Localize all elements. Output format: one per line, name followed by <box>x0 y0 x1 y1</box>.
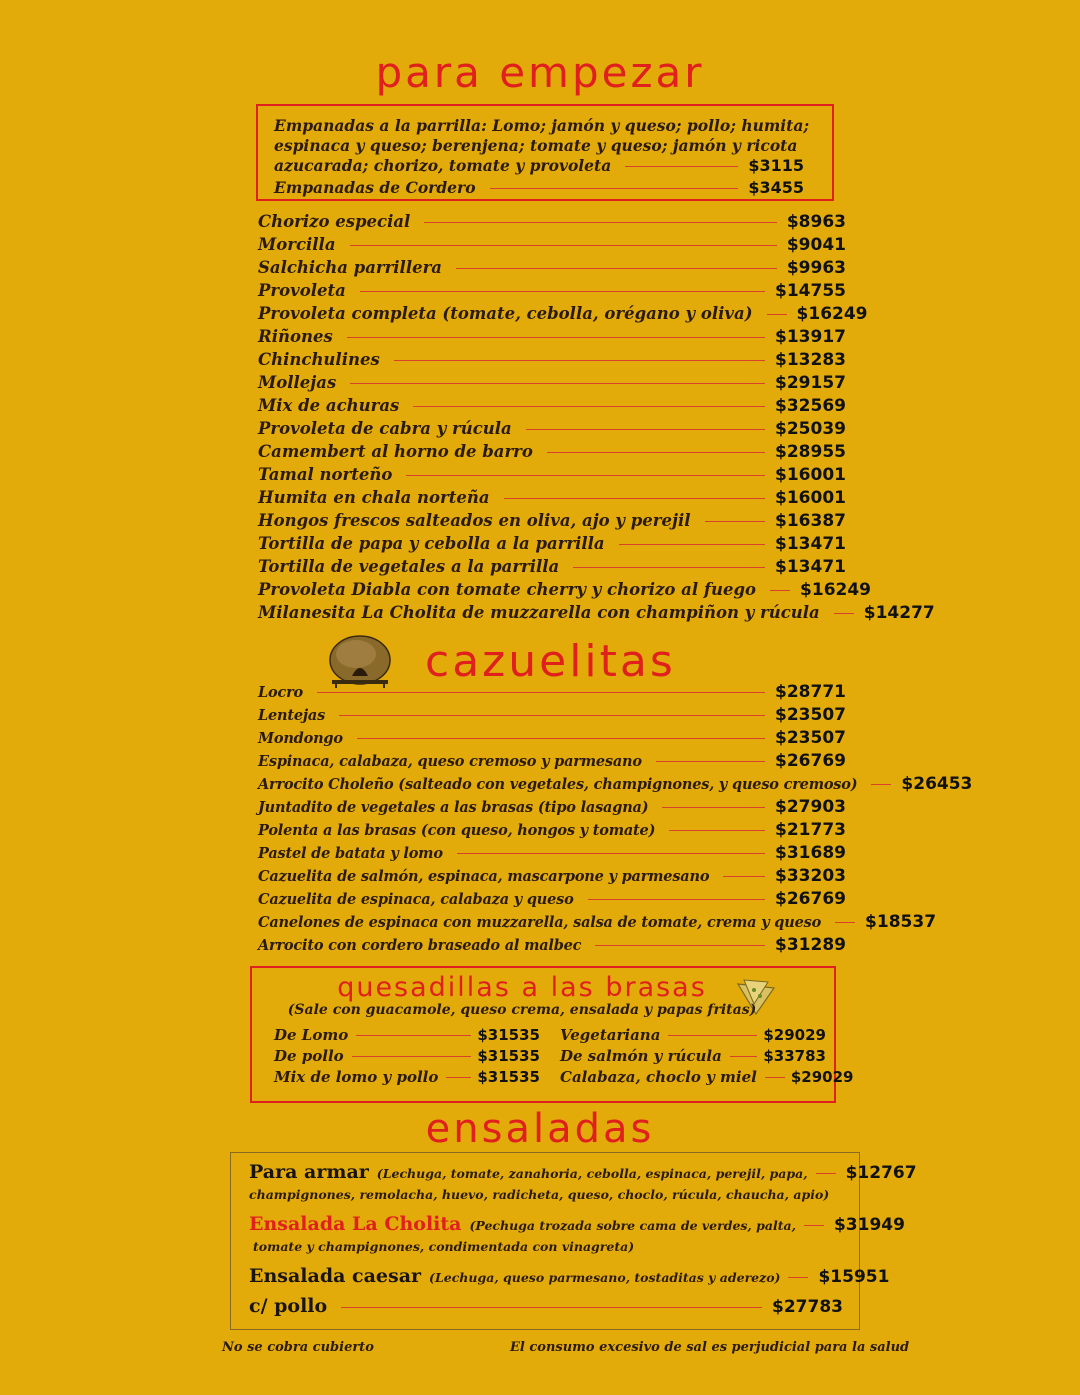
leader-line <box>669 830 765 831</box>
menu-item-row <box>258 843 846 863</box>
empanadas-line-1: Empanadas a la parrilla: Lomo; jamón y queso; pollo; humita; <box>274 116 810 135</box>
item-name: Morcilla <box>258 235 336 254</box>
item-name: Tamal norteño <box>258 465 393 484</box>
item-price: $25039 <box>775 419 846 439</box>
item-price: $23507 <box>775 728 846 748</box>
leader-line <box>770 590 790 591</box>
item-name: Humita en chala norteña <box>258 488 490 507</box>
menu-item-row <box>258 935 846 955</box>
leader-line <box>705 521 766 522</box>
quesadilla-row <box>274 1047 540 1065</box>
item-price: $29157 <box>775 373 846 393</box>
ensalada-desc-line-2: tomate y champignones, condimentada con vinagreta) <box>253 1239 635 1254</box>
item-name: De pollo <box>274 1047 344 1065</box>
item-name: Mix de achuras <box>258 396 400 415</box>
ensalada-name: Ensalada caesar <box>249 1265 422 1287</box>
item-price: $29029 <box>763 1026 826 1044</box>
item-name: Mix de lomo y pollo <box>274 1068 439 1086</box>
leader-line <box>871 784 891 785</box>
leader-line <box>619 544 765 545</box>
menu-item-row <box>258 580 872 600</box>
leader-line <box>804 1225 824 1226</box>
leader-line <box>413 406 765 407</box>
item-name: De Lomo <box>274 1026 349 1044</box>
ensalada-price: $27783 <box>772 1297 843 1317</box>
leader-line <box>347 337 765 338</box>
item-name: Tortilla de vegetales a la parrilla <box>258 557 560 576</box>
menu-item-row <box>258 373 846 393</box>
ensalada-name: c/ pollo <box>249 1295 328 1317</box>
ensalada-price: $12767 <box>845 1163 917 1183</box>
item-price: $16387 <box>775 511 846 531</box>
empanadas-price: $3115 <box>748 156 804 175</box>
leader-line <box>406 475 765 476</box>
item-price: $29029 <box>790 1068 854 1086</box>
ensalada-row-caesar <box>249 1265 890 1287</box>
menu-item-row <box>258 396 846 416</box>
empanadas-line-2: espinaca y queso; berenjena; tomate y queso; jamón y ricota <box>274 136 798 155</box>
item-price: $13283 <box>775 350 846 370</box>
ensalada-row-con-pollo <box>249 1295 843 1317</box>
leader-line <box>723 876 765 877</box>
item-name: Chinchulines <box>258 350 380 369</box>
item-price: $28771 <box>775 682 846 702</box>
empanadas-cordero-name: Empanadas de Cordero <box>274 178 476 197</box>
section-title-ensaladas: ensaladas <box>425 1106 655 1152</box>
item-name: Locro <box>258 684 304 701</box>
item-price: $31689 <box>775 843 846 863</box>
leader-line <box>356 1035 471 1036</box>
leader-line <box>490 188 739 189</box>
footer-salt-warning: El consumo excesivo de sal es perjudicial para la salud <box>510 1340 910 1355</box>
item-name: Provoleta <box>258 281 346 300</box>
item-price: $13917 <box>775 327 846 347</box>
section-title-para-empezar: para empezar <box>375 48 705 97</box>
item-price: $26769 <box>775 751 846 771</box>
leader-line <box>526 429 765 430</box>
item-name: Camembert al horno de barro <box>258 442 533 461</box>
leader-line <box>357 738 765 739</box>
clay-oven-icon <box>326 630 394 688</box>
leader-line <box>573 567 765 568</box>
ensalada-desc-line-2: champignones, remolacha, huevo, radicheta, queso, choclo, rúcula, chaucha, apio) <box>249 1187 830 1202</box>
leader-line <box>424 222 777 223</box>
menu-item-row <box>258 682 846 702</box>
section-title-cazuelitas: cazuelitas <box>425 636 676 687</box>
ensalada-row-la-cholita <box>249 1213 905 1235</box>
item-name: Provoleta completa (tomate, cebolla, orégano y oliva) <box>258 304 753 323</box>
item-price: $27903 <box>775 797 846 817</box>
item-name: Juntadito de vegetales a las brasas (tipo lasagna) <box>258 799 649 816</box>
item-price: $31535 <box>477 1026 540 1044</box>
menu-item-row <box>258 751 846 771</box>
item-name: Canelones de espinaca con muzzarella, salsa de tomate, crema y queso <box>258 914 822 931</box>
item-price: $31289 <box>775 935 846 955</box>
item-name: Tortilla de papa y cebolla a la parrilla <box>258 534 605 553</box>
leader-line <box>730 1056 758 1057</box>
leader-line <box>446 1077 471 1078</box>
leader-line <box>341 1307 762 1308</box>
empanadas-box <box>256 104 834 201</box>
item-name: Cazuelita de espinaca, calabaza y queso <box>258 891 574 908</box>
menu-item-row <box>258 866 846 886</box>
quesadilla-row <box>560 1068 854 1086</box>
leader-line <box>456 268 777 269</box>
leader-line <box>350 383 765 384</box>
leader-line <box>625 166 738 167</box>
item-price: $32569 <box>775 396 846 416</box>
menu-item-row <box>258 304 868 324</box>
leader-line <box>595 945 765 946</box>
item-name: De salmón y rúcula <box>560 1047 722 1065</box>
quesadilla-row <box>274 1068 540 1086</box>
menu-item-row <box>258 603 935 623</box>
leader-line <box>788 1277 808 1278</box>
empanadas-cordero-price: $3455 <box>748 178 804 197</box>
item-name: Mollejas <box>258 373 337 392</box>
footer-no-cubierto: No se cobra cubierto <box>222 1340 374 1355</box>
ensalada-name: Ensalada La Cholita <box>249 1213 462 1235</box>
menu-item-row <box>258 705 846 725</box>
menu-item-row <box>258 728 846 748</box>
item-price: $9041 <box>786 235 846 255</box>
ensaladas-box <box>230 1152 917 1330</box>
item-price: $26769 <box>775 889 846 909</box>
ensalada-desc: (Pechuga trozada sobre cama de verdes, palta, <box>469 1218 796 1233</box>
item-price: $18537 <box>865 912 937 932</box>
empanadas-parrilla-row <box>274 156 804 175</box>
item-price: $23507 <box>775 705 846 725</box>
quesadillas-box <box>250 966 854 1103</box>
leader-line <box>834 613 854 614</box>
menu-item-row <box>258 212 846 232</box>
item-price: $26453 <box>901 774 973 794</box>
menu-item-row <box>258 511 846 531</box>
item-name: Arrocito con cordero braseado al malbec <box>258 937 582 954</box>
quesadilla-row <box>560 1047 826 1065</box>
leader-line <box>835 922 855 923</box>
menu-item-row <box>258 534 846 554</box>
ensalada-row-para-armar <box>249 1161 917 1183</box>
item-price: $13471 <box>775 557 846 577</box>
item-price: $31535 <box>477 1068 540 1086</box>
section-title-quesadillas: quesadillas a las brasas <box>337 972 707 1003</box>
leader-line <box>317 692 765 693</box>
menu-item-row <box>258 820 846 840</box>
menu-item-row <box>258 465 846 485</box>
item-price: $16249 <box>796 304 868 324</box>
item-price: $14277 <box>863 603 935 623</box>
ensalada-desc: (Lechuga, tomate, zanahoria, cebolla, espinaca, perejil, papa, <box>376 1166 808 1181</box>
item-price: $28955 <box>775 442 846 462</box>
item-price: $21773 <box>775 820 846 840</box>
item-name: Milanesita La Cholita de muzzarella con champiñon y rúcula <box>258 603 820 622</box>
item-name: Chorizo especial <box>258 212 411 231</box>
item-name: Arrocito Choleño (salteado con vegetales, champignones, y queso cremoso) <box>258 776 858 793</box>
item-name: Hongos frescos salteados en oliva, ajo y perejil <box>258 511 691 530</box>
quesadillas-subtitle: (Sale con guacamole, queso crema, ensalada y papas fritas) <box>287 1002 757 1018</box>
menu-item-row <box>258 327 846 347</box>
menu-item-row <box>258 419 846 439</box>
leader-line <box>360 291 765 292</box>
menu-item-row <box>258 281 846 301</box>
leader-line <box>662 807 765 808</box>
item-name: Pastel de batata y lomo <box>258 845 443 862</box>
menu-item-row <box>258 235 846 255</box>
ensalada-desc: (Lechuga, queso parmesano, tostaditas y aderezo) <box>429 1270 781 1285</box>
leader-line <box>588 899 765 900</box>
item-price: $33203 <box>775 866 846 886</box>
ensalada-price: $15951 <box>818 1267 890 1287</box>
leader-line <box>504 498 765 499</box>
leader-line <box>767 314 787 315</box>
item-name: Lentejas <box>258 707 326 724</box>
menu-item-row <box>258 258 846 278</box>
item-price: $16001 <box>775 465 846 485</box>
ensalada-name: Para armar <box>249 1161 369 1183</box>
leader-line <box>656 761 765 762</box>
menu-item-row <box>258 557 846 577</box>
item-price: $31535 <box>477 1047 540 1065</box>
item-name: Calabaza, choclo y miel <box>560 1068 757 1086</box>
leader-line <box>457 853 765 854</box>
item-price: $16249 <box>800 580 872 600</box>
leader-line <box>816 1173 836 1174</box>
empanadas-cordero-row <box>274 178 804 197</box>
quesadilla-row <box>274 1026 540 1044</box>
menu-item-row <box>258 889 846 909</box>
item-name: Vegetariana <box>560 1026 661 1044</box>
leader-line <box>668 1035 757 1036</box>
menu-item-row <box>258 488 846 508</box>
item-name: Mondongo <box>258 730 343 747</box>
quesadilla-row <box>560 1026 826 1044</box>
menu-item-row <box>258 442 846 462</box>
leader-line <box>339 715 765 716</box>
empanadas-line-3: azucarada; chorizo, tomate y provoleta <box>274 156 612 175</box>
leader-line <box>350 245 777 246</box>
ensalada-price: $31949 <box>833 1215 905 1235</box>
item-price: $33783 <box>763 1047 826 1065</box>
item-name: Polenta a las brasas (con queso, hongos y tomate) <box>258 822 656 839</box>
menu-item-row <box>258 774 973 794</box>
item-price: $16001 <box>775 488 846 508</box>
item-name: Provoleta Diabla con tomate cherry y chorizo al fuego <box>258 580 757 599</box>
menu-item-row <box>258 912 937 932</box>
item-price: $14755 <box>775 281 846 301</box>
leader-line <box>394 360 765 361</box>
item-price: $9963 <box>786 258 846 278</box>
menu-item-row <box>258 797 846 817</box>
item-name: Salchicha parrillera <box>258 258 442 277</box>
item-name: Cazuelita de salmón, espinaca, mascarpone y parmesano <box>258 868 710 885</box>
item-price: $13471 <box>775 534 846 554</box>
item-name: Provoleta de cabra y rúcula <box>258 419 512 438</box>
item-name: Riñones <box>258 327 333 346</box>
menu-item-row <box>258 350 846 370</box>
item-price: $8963 <box>786 212 846 232</box>
leader-line <box>547 452 765 453</box>
leader-line <box>765 1077 785 1078</box>
leader-line <box>352 1056 472 1057</box>
item-name: Espinaca, calabaza, queso cremoso y parmesano <box>258 753 642 770</box>
